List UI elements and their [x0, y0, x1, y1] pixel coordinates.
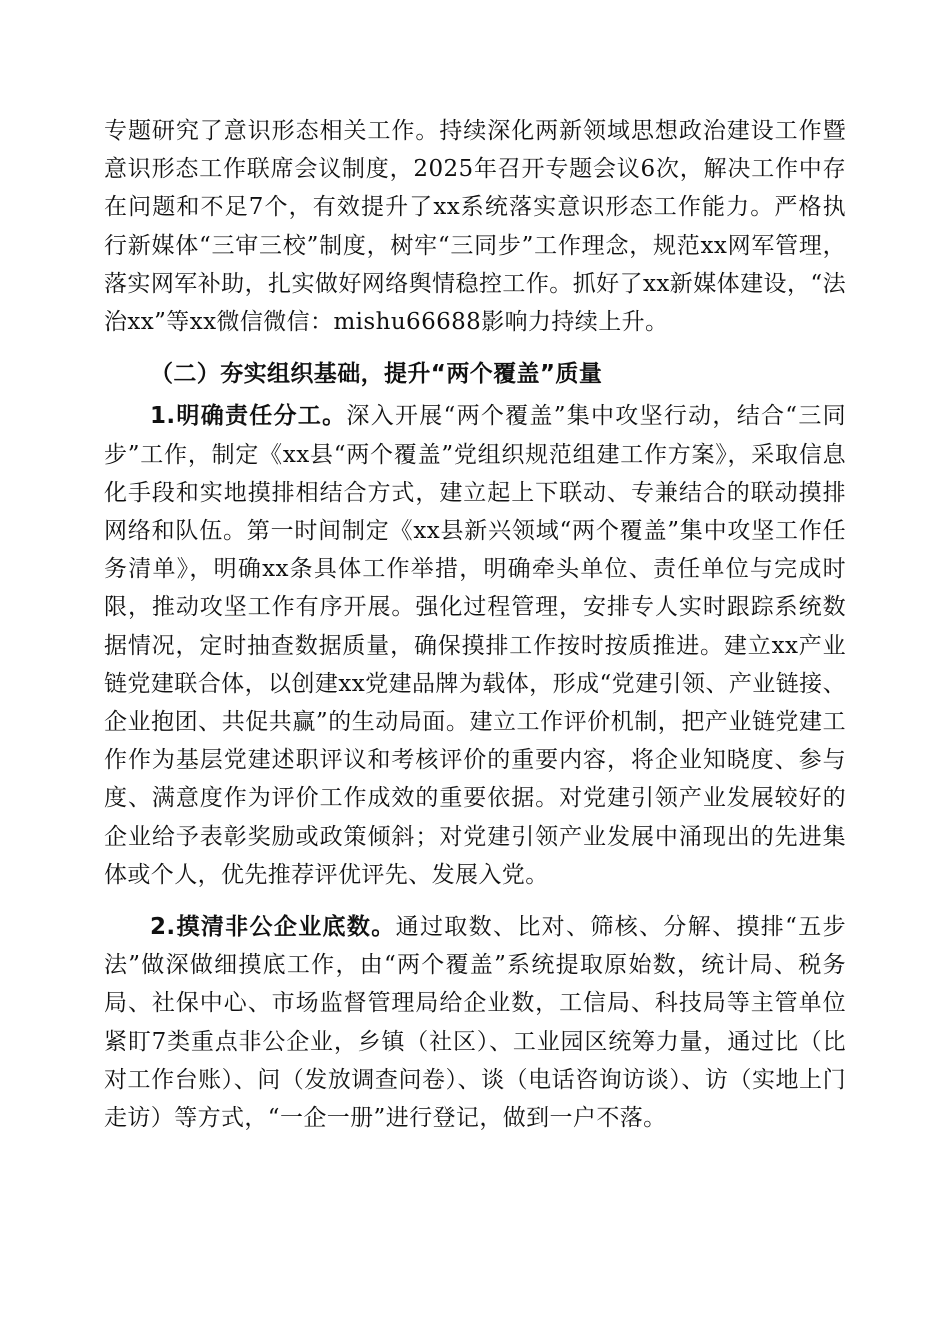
item-responsibility [104, 397, 846, 894]
section-heading: （二）夯实组织基础，提升“两个覆盖”质量 [150, 361, 603, 388]
paragraph-ideology-work: 专题研究了意识形态相关工作。持续深化两新领域思想政治建设工作暨意识形态工作联席会议制度，2025年召开专题会议6次，解决工作中存在问题和不足7个，有效提升了xx系统落实意识形态工作能力。严格执行新媒体“三审三校”制度，树牢“三同步”工作理念，规范xx网军管理，落实网军补助，扎实做好网络舆情稳控工作。抓好了xx新媒体建设，“法治xx”等xx微信微信：mishu66688影响力持续上升。 [104, 118, 846, 336]
item-responsibility-lead: 1.明确责任分工。 [150, 403, 347, 430]
item-enterprise-count-lead: 2.摸清非公企业底数。 [150, 914, 396, 941]
item-enterprise-count [104, 908, 846, 1137]
document-body [104, 112, 846, 1137]
item-responsibility-body: 深入开展“两个覆盖”集中攻坚行动，结合“三同步”工作，制定《xx县“两个覆盖”党组织规范组建工作方案》，采取信息化手段和实地摸排相结合方式，建立起上下联动、专兼结合的联动摸排网络和队伍。第一时间制定《xx县新兴领域“两个覆盖”集中攻坚工作任务清单》，明确xx条具体工作举措，明确牵头单位、责任单位与完成时限，推动攻坚工作有序开展。强化过程管理，安排专人实时跟踪系统数据情况，定时抽查数据质量，确保摸排工作按时按质推进。建立xx产业链党建联合体，以创建xx党建品牌为载体，形成“党建引领、产业链接、企业抱团、共促共赢”的生动局面。建立工作评价机制，把产业链党建工作作为基层党建述职评议和考核评价的重要内容，将企业知晓度、参与度、满意度作为评价工作成效的重要依据。对党建引领产业发展较好的企业给予表彰奖励或政策倾斜；对党建引领产业发展中涌现出的先进集体或个人，优先推荐评优评先、发展入党。 [104, 403, 847, 888]
item-enterprise-count-body: 通过取数、比对、筛核、分解、摸排“五步法”做深做细摸底工作，由“两个覆盖”系统提取原始数，统计局、税务局、社保中心、市场监督管理局给企业数，工信局、科技局等主管单位紧盯7类重点非公企业，乡镇（社区）、工业园区统筹力量，通过比（比对工作台账）、问（发放调查问卷）、谈（电话咨询访谈）、访（实地上门走访）等方式，“一企一册”进行登记，做到一户不落。 [104, 914, 846, 1132]
